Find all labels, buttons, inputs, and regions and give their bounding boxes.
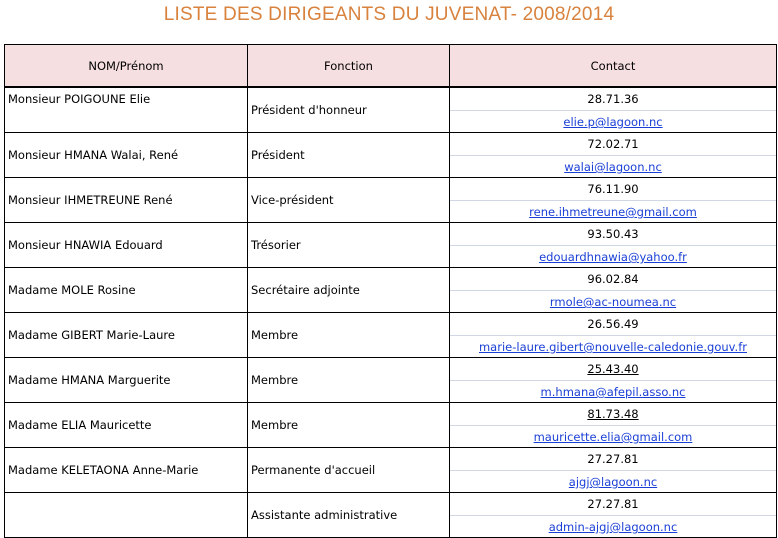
row-email-link[interactable]: rmole@ac-noumea.nc	[549, 295, 677, 309]
row-function: Trésorier	[248, 223, 450, 268]
row-function: Membre	[248, 358, 450, 403]
row-name: Monsieur HNAWIA Edouard	[5, 223, 248, 268]
row-email-link[interactable]: elie.p@lagoon.nc	[563, 115, 663, 129]
row-phone: 27.27.81	[450, 448, 776, 471]
row-name: Monsieur HMANA Walai, René	[5, 133, 248, 178]
row-contact	[450, 178, 777, 223]
table-row	[5, 448, 777, 493]
table-row	[5, 268, 777, 313]
row-contact	[450, 268, 777, 313]
row-name: Monsieur IHMETREUNE René	[5, 178, 248, 223]
row-function: Permanente d'accueil	[248, 448, 450, 493]
table-row	[5, 133, 777, 178]
table-row	[5, 313, 777, 358]
row-contact	[450, 133, 777, 178]
row-name: Madame KELETAONA Anne-Marie	[5, 448, 248, 493]
row-name: Madame MOLE Rosine	[5, 268, 248, 313]
header-function: Fonction	[248, 45, 450, 88]
row-name: Monsieur POIGOUNE Elie	[5, 87, 248, 133]
table-row	[5, 178, 777, 223]
row-phone: 28.71.36	[450, 88, 776, 111]
row-phone: 25.43.40	[450, 358, 776, 381]
row-email-link[interactable]: rene.ihmetreune@gmail.com	[529, 205, 697, 219]
row-contact	[450, 358, 777, 403]
row-contact	[450, 403, 777, 448]
row-function: Membre	[248, 313, 450, 358]
row-function: Président d'honneur	[248, 87, 450, 133]
table-row	[5, 358, 777, 403]
header-row	[5, 45, 777, 88]
row-email-link[interactable]: marie-laure.gibert@nouvelle-caledonie.gouv.fr	[478, 340, 747, 354]
row-function: Secrétaire adjointe	[248, 268, 450, 313]
header-name: NOM/Prénom	[5, 45, 248, 88]
row-function: Vice-président	[248, 178, 450, 223]
row-phone: 72.02.71	[450, 133, 776, 156]
row-contact	[450, 448, 777, 493]
document-title: LISTE DES DIRIGEANTS DU JUVENAT- 2008/2014	[163, 4, 615, 25]
row-phone: 76.11.90	[450, 178, 776, 201]
row-email-link[interactable]: mauricette.elia@gmail.com	[533, 430, 693, 444]
row-function: Assistante administrative	[248, 493, 450, 538]
row-email-link[interactable]: walai@lagoon.nc	[564, 160, 662, 174]
table-row	[5, 403, 777, 448]
row-contact	[450, 87, 777, 133]
row-contact	[450, 313, 777, 358]
row-phone: 81.73.48	[450, 403, 776, 426]
row-contact	[450, 223, 777, 268]
row-email-link[interactable]: ajgj@lagoon.nc	[568, 475, 658, 489]
row-phone: 96.02.84	[450, 268, 776, 291]
row-function: Président	[248, 133, 450, 178]
row-phone: 26.56.49	[450, 313, 776, 336]
header-contact: Contact	[450, 45, 777, 88]
row-name: Madame HMANA Marguerite	[5, 358, 248, 403]
row-name: Madame GIBERT Marie-Laure	[5, 313, 248, 358]
row-email-link[interactable]: admin-ajgj@lagoon.nc	[548, 520, 678, 534]
table-row	[5, 223, 777, 268]
row-name: Madame ELIA Mauricette	[5, 403, 248, 448]
row-phone: 93.50.43	[450, 223, 776, 246]
table-row	[5, 87, 777, 133]
row-email-link[interactable]: m.hmana@afepil.asso.nc	[540, 385, 686, 399]
row-email-link[interactable]: edouardhnawia@yahoo.fr	[539, 250, 687, 264]
row-phone: 27.27.81	[450, 493, 776, 516]
row-function: Membre	[248, 403, 450, 448]
directors-table	[4, 44, 777, 538]
